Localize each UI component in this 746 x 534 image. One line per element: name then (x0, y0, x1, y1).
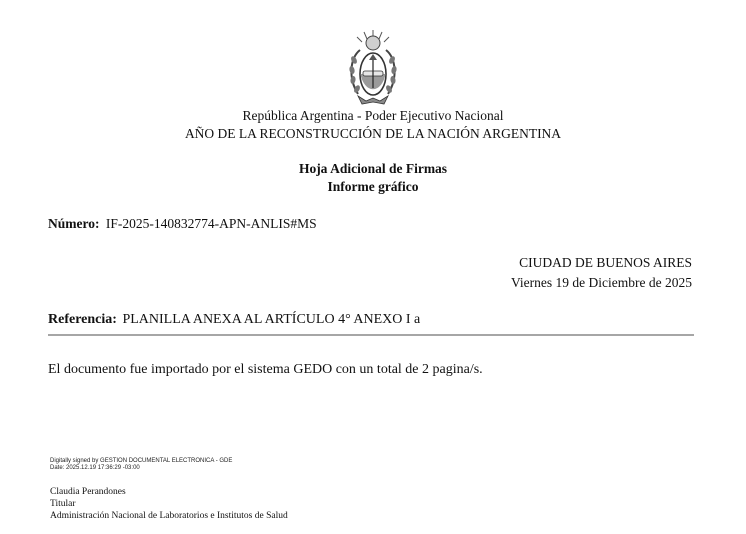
document-title: Hoja Adicional de Firmas (298, 161, 448, 176)
header-line-2: AÑO DE LA RECONSTRUCCIÓN DE LA NACIÓN ARGENTINA (184, 126, 562, 141)
signer-name: Claudia Perandones (50, 487, 126, 497)
document-subtitle: Informe gráfico (327, 179, 419, 194)
coat-of-arms-icon (344, 28, 402, 108)
document-number-value: IF-2025-140832774-APN-ANLIS#MS (105, 216, 317, 231)
body-text: El documento fue importado por el sistema GEDO con un total de 2 pagina/s. (48, 362, 483, 377)
digital-signature-line-1: Digitally signed by GESTION DOCUMENTAL ELECTRONICA - GDE (50, 458, 233, 464)
document-number-label: Número: (48, 216, 100, 231)
reference-value: PLANILLA ANEXA AL ARTÍCULO 4° ANEXO I a (122, 312, 421, 327)
divider (48, 334, 694, 336)
signer-role: Titular (50, 499, 76, 509)
reference (48, 311, 420, 328)
signer-institution: Administración Nacional de Laboratorios e Institutos de Salud (50, 511, 288, 521)
date: Viernes 19 de Diciembre de 2025 (510, 275, 692, 290)
reference-label: Referencia: (48, 312, 117, 327)
document-number (48, 216, 317, 232)
city: CIUDAD DE BUENOS AIRES (519, 255, 692, 270)
digital-signature-date: Date: 2025.12.19 17:36:29 -03:00 (50, 465, 140, 471)
header-line-1: República Argentina - Poder Ejecutivo Nacional (242, 108, 504, 123)
